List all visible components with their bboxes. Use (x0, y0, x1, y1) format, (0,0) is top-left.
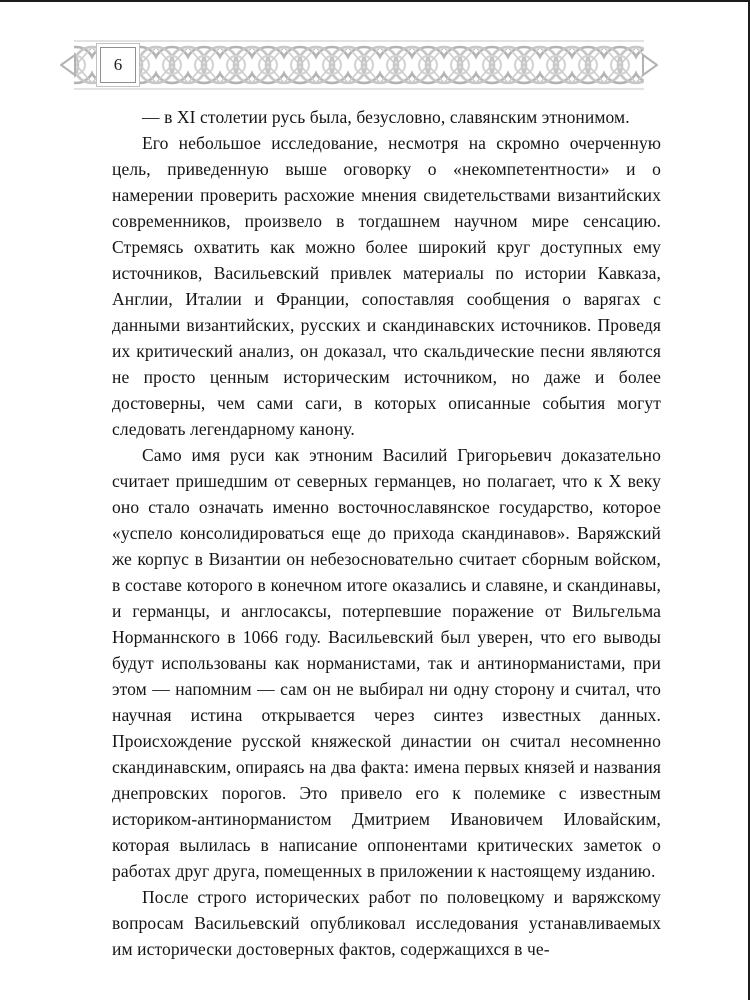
page-number-value: 6 (113, 55, 123, 74)
body-paragraph: Его небольшое исследование, несмотря на скромно очерченную цель, приведенную выше оговорку о «некомпетентности» и о намерении проверить расхожие мнения свидетельствами византийских современников, произвело в тогдашнем научном мире сенсацию. Стремясь охватить как можно более широкий круг доступных ему источников, Васильевский привлек материалы по истории Кавказа, Англии, Италии и Франции, сопоставляя сообщения о варягах с данными византийских, русских и скандинавских источников. Проведя их критический анализ, он доказал, что скальдические песни являются не просто ценным историческим источником, но даже и более достоверны, чем сами саги, в которых описанные события могут следовать легендарному канону. (112, 133, 661, 439)
body-paragraph: После строго исторических работ по половецкому и варяжскому вопросам Васильевский опубликовал исследования устанавливаемых им исторически достоверных фактов, содержащихся в че- (112, 887, 661, 959)
page-text-block (112, 104, 661, 962)
body-paragraph: Само имя руси как этноним Василий Григорьевич доказательно считает пришедшим от северных германцев, но полагает, что к X веку оно стало означать именно восточнославянское государство, которое «успело консолидироваться еще до прихода скандинавов». Варяжский же корпус в Византии он небезосновательно считает сборным войском, в составе которого в конечном итоге оказались и славяне, и скандинавы, и германцы, и англосаксы, потерпевшие поражение от Вильгельма Норманнского в 1066 году. Васильевский был уверен, что его выводы будут использованы как норманистами, так и антинорманистами, при этом — напомним — сам он не выбирал ни одну сторону и считал, что научная истина открывается через синтез известных данных. Происхождение русской княжеской династии он считал несомненно скандинавским, опираясь на два факта: имена первых князей и названия днепровских порогов. Это привело его к полемике с известным историком-антинорманистом Дмитрием Ивановичем Иловайским, которая вылилась в написание оппонентами критических заметок о работах друг друга, помещенных в приложении к настоящему изданию. (112, 445, 661, 881)
celtic-knot-ornament (60, 36, 658, 94)
body-paragraph: — в XI столетии русь была, безусловно, славянским этнонимом. (142, 107, 630, 127)
page-number (100, 47, 136, 83)
